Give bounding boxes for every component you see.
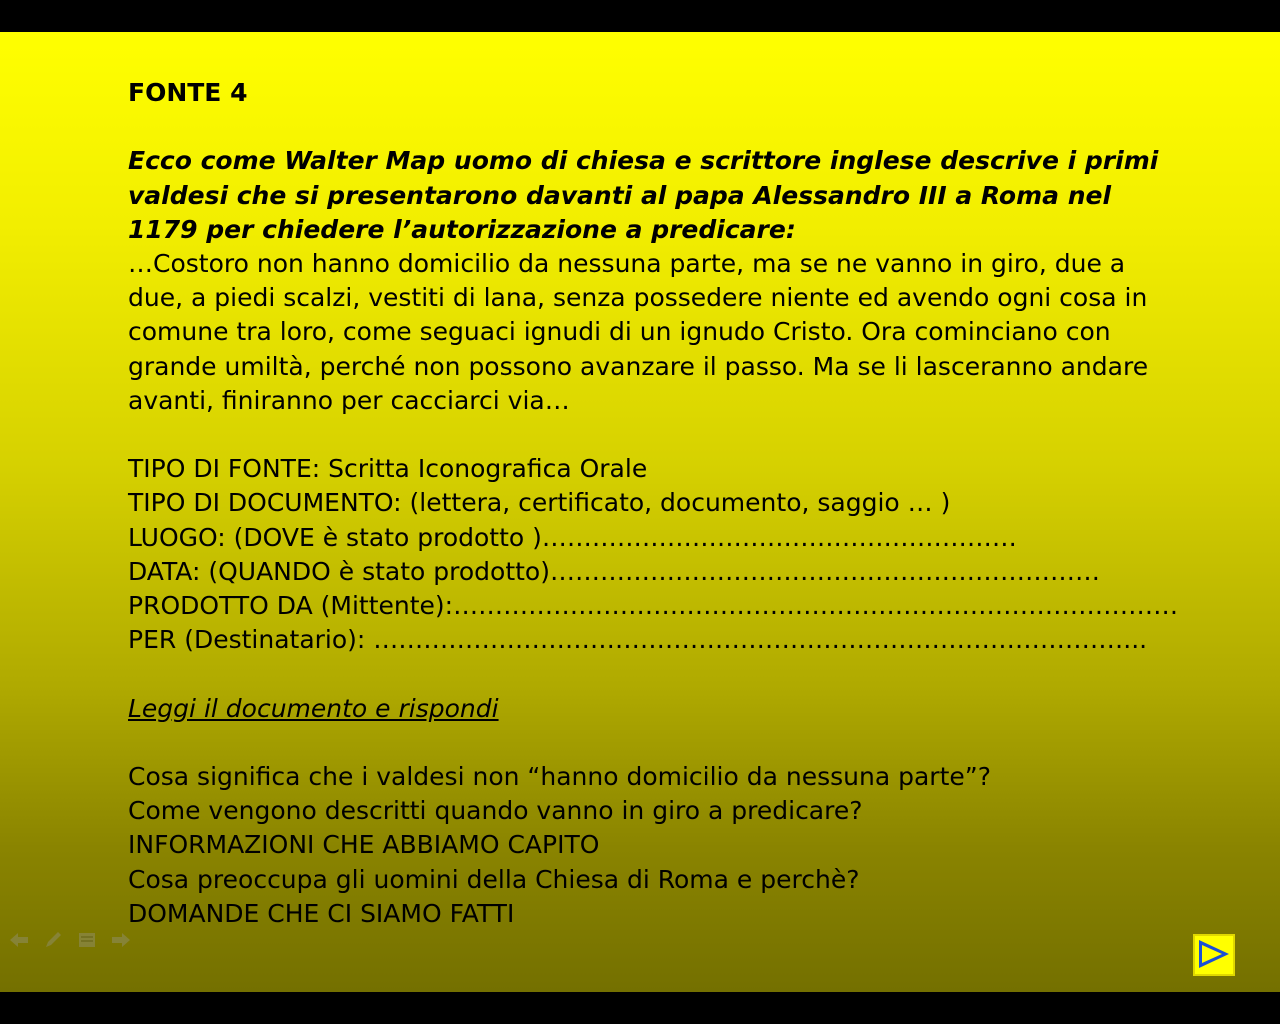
spacer: [128, 657, 1168, 691]
forward-arrow-icon[interactable]: [110, 929, 132, 951]
slide-title: FONTE 4: [128, 78, 248, 107]
form-line-luogo: LUOGO: (DOVE è stato prodotto )…………………………………………………: [128, 522, 1017, 552]
form-line-data: DATA: (QUANDO è stato prodotto)…………………………………………………………: [128, 556, 1100, 586]
pen-icon[interactable]: [42, 929, 64, 951]
question-line: Cosa preoccupa gli uomini della Chiesa di Roma e perchè?: [128, 864, 860, 894]
slide-content: [128, 76, 1179, 931]
heading-line: INFORMAZIONI CHE ABBIAMO CAPITO: [128, 830, 600, 860]
intro-text: Ecco come Walter Map uomo di chiesa e scrittore inglese descrive i primi valdesi che si presentarono davanti al papa Alessandro III a Roma nel 1179 per chiedere l’autorizzazione a predicare:: [128, 146, 1159, 244]
spacer: [128, 726, 1168, 760]
spacer: [128, 418, 1168, 452]
form-line-mittente: PRODOTTO DA (Mittente):……………………………………………………………………………: [128, 591, 1179, 621]
form-line-tipo-fonte: TIPO DI FONTE: Scritta Iconografica Orale: [128, 454, 648, 484]
back-arrow-icon[interactable]: [8, 929, 30, 951]
heading-line: DOMANDE CHE CI SIAMO FATTI: [128, 898, 515, 928]
source-passage: …Costoro non hanno domicilio da nessuna parte, ma se ne vanno in giro, due a due, a piedi scalzi, vestiti di lana, senza possedere niente ed avendo ogni cosa in comune tra loro, come seguaci ignudi di un ignudo Cristo. Ora cominciano con grande umiltà, perché non possono avanzare il passo. Ma se li lasceranno andare avanti, finiranno per cacciarci via…: [128, 249, 1149, 415]
spacer: [128, 110, 1168, 144]
menu-icon[interactable]: [76, 929, 98, 951]
question-line: Come vengono descritti quando vanno in giro a predicare?: [128, 796, 863, 826]
form-line-destinatario: PER (Destinatario): ………………………………………………………………………………...: [128, 625, 1148, 655]
question-line: Cosa significa che i valdesi non “hanno domicilio da nessuna parte”?: [128, 762, 991, 791]
slideshow-nav: [8, 929, 132, 951]
next-slide-button[interactable]: [1193, 934, 1235, 976]
slide: [0, 32, 1280, 992]
instruction-heading: Leggi il documento e rispondi: [128, 693, 499, 723]
play-triangle-icon: [1195, 936, 1233, 974]
form-line-tipo-documento: TIPO DI DOCUMENTO: (lettera, certificato, documento, saggio … ): [128, 488, 951, 518]
